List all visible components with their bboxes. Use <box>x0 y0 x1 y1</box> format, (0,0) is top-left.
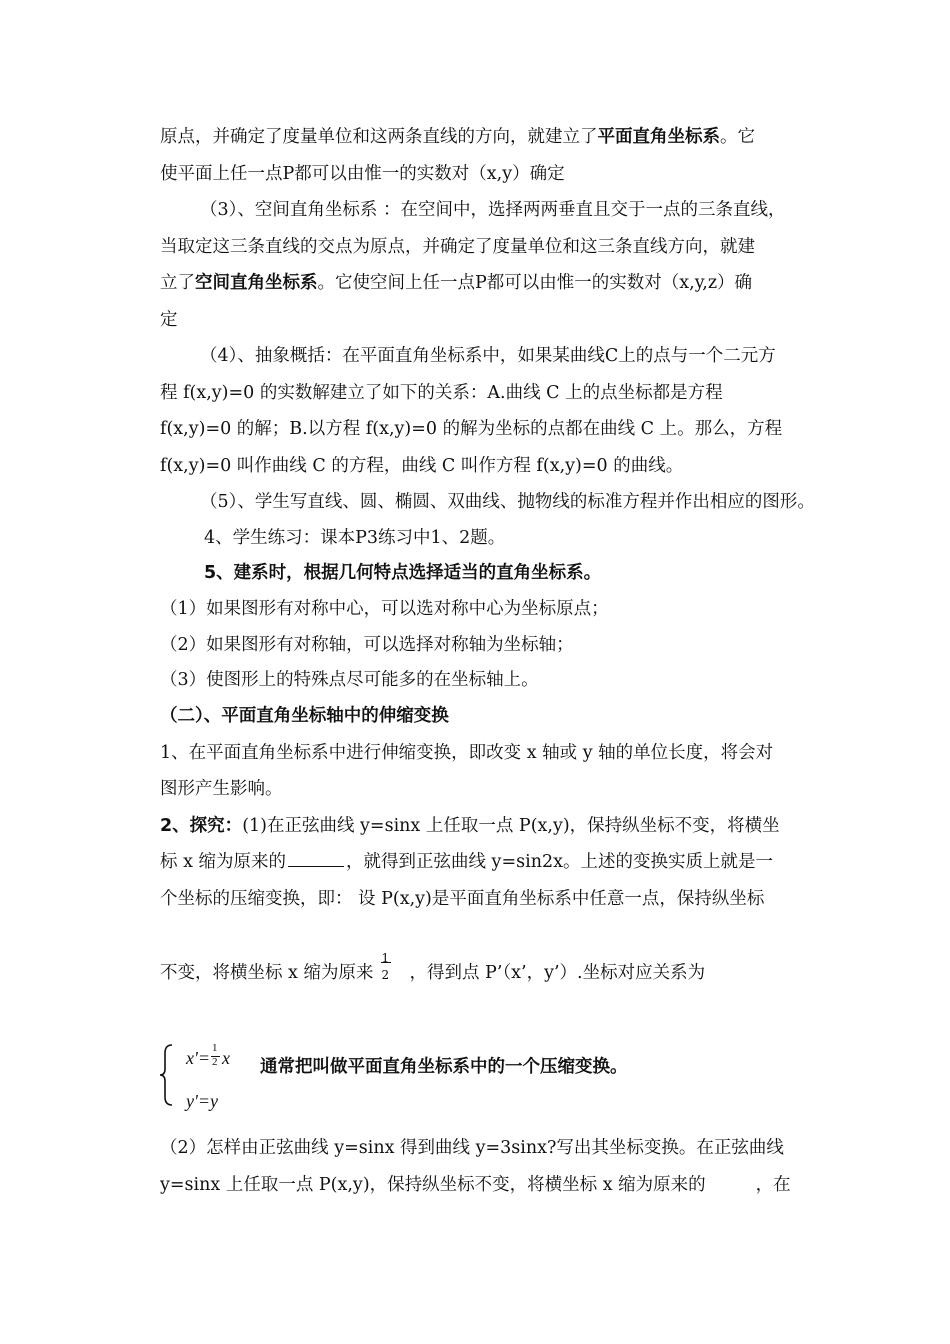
list-item: （3）使图形上的特殊点尽可能多的在坐标轴上。 <box>160 670 539 690</box>
list-item: （2）如果图形有对称轴，可以选择对称轴为坐标轴； <box>160 635 574 655</box>
paragraph-line: （4）、抽象概括：在平面直角坐标系中，如果某曲线C上的点与一个二元方 <box>200 346 776 366</box>
equation-note: 通常把叫做平面直角坐标系中的一个压缩变换。 <box>260 1057 628 1077</box>
bold-term: 2、探究： <box>160 816 243 836</box>
text-span: 不变，将横坐标 x 缩为原来 <box>160 963 374 983</box>
text-span: 原点，并确定了度量单位和这两条直线的方向，就建立了 <box>160 127 598 147</box>
text-span: ，在 <box>755 1175 791 1195</box>
text-span: ，得到点 P’（x’，y’）.坐标对应关系为 <box>409 963 706 983</box>
equation-x-transform <box>186 1042 230 1069</box>
paragraph-line: 1、在平面直角坐标系中进行伸缩变换，即改变 x 轴或 y 轴的单位长度，将会对 <box>160 743 774 763</box>
text-span: (1)在正弦曲线 y=sinx 上任取一点 P(x,y)，保持纵坐标不变，将横坐 <box>242 816 780 836</box>
text-span: y=sinx 上任取一点 P(x,y)，保持纵坐标不变，将横坐标 x 缩为原来的 <box>160 1175 706 1195</box>
paragraph-line: f(x,y)=0 叫作曲线 C 的方程，曲线 C 叫作方程 f(x,y)=0 的曲线。 <box>160 456 684 476</box>
paragraph-line: 4、学生练习：课本P3练习中1、2题。 <box>204 528 506 548</box>
paragraph-line: 使平面上任一点P都可以由惟一的实数对（x,y）确定 <box>160 164 565 184</box>
paragraph-line: f(x,y)=0 的解；B.以方程 f(x,y)=0 的解为坐标的点都在曲线 C 上。那么，方程 <box>160 419 783 439</box>
paragraph-line: 当取定这三条直线的交点为原点，并确定了度量单位和这三条直线方向，就建 <box>160 237 755 257</box>
fraction-numerator: 1 <box>381 951 390 965</box>
text-span: 标 x 缩为原来的 <box>160 852 286 872</box>
text-span: ，就得到正弦曲线 y=sin2x。上述的变换实质上就是一 <box>346 852 773 872</box>
paragraph-line: 个坐标的压缩变换，即： 设 P(x,y)是平面直角坐标系中任意一点，保持纵坐标 <box>160 889 765 909</box>
equation-rhs: x <box>222 1048 230 1068</box>
fraction-denominator: 2 <box>381 968 390 982</box>
paragraph-line <box>160 125 755 149</box>
paragraph-line <box>160 850 773 874</box>
text-span: 。它 <box>720 127 755 147</box>
fraction <box>378 946 396 986</box>
paragraph-line <box>160 946 705 986</box>
bold-term: 平面直角坐标系 <box>597 127 720 147</box>
text-span: 。它使空间上任一点P都可以由惟一的实数对（x,y,z）确 <box>317 273 753 293</box>
left-brace-icon <box>158 1043 178 1107</box>
section-heading: 5、建系时，根据几何特点选择适当的直角坐标系。 <box>204 563 602 583</box>
equation-fraction-numerator: 1 <box>212 1042 218 1054</box>
fill-in-blank <box>288 852 344 867</box>
paragraph-line <box>160 814 780 838</box>
equation-fraction-denominator: 2 <box>212 1056 218 1068</box>
equation-lhs: x'= <box>186 1048 210 1068</box>
paragraph-line: 图形产生影响。 <box>160 779 283 799</box>
text-span: 立了 <box>160 273 195 293</box>
paragraph-line <box>160 1173 791 1197</box>
bold-term: 空间直角坐标系 <box>195 273 318 293</box>
paragraph-line <box>160 271 752 295</box>
paragraph-line: 定 <box>160 310 178 330</box>
paragraph-line: （5）、学生写直线、圆、椭圆、双曲线、抛物线的标准方程并作出相应的图形。 <box>200 492 815 512</box>
paragraph-line: 程 f(x,y)=0 的实数解建立了如下的关系：A.曲线 C 上的点坐标都是方程 <box>160 383 723 403</box>
paragraph-line: （3）、空间直角坐标系 ：在空间中，选择两两垂直且交于一点的三条直线， <box>200 200 786 220</box>
equation-y-transform: y'=y <box>186 1091 218 1111</box>
equation-fraction <box>210 1042 222 1069</box>
paragraph-line: （2）怎样由正弦曲线 y=sinx 得到曲线 y=3sinx?写出其坐标变换。在正弦曲线 <box>160 1138 784 1158</box>
list-item: （1）如果图形有对称中心，可以选对称中心为坐标原点； <box>160 599 609 619</box>
section-heading: （二）、平面直角坐标轴中的伸缩变换 <box>160 706 449 726</box>
